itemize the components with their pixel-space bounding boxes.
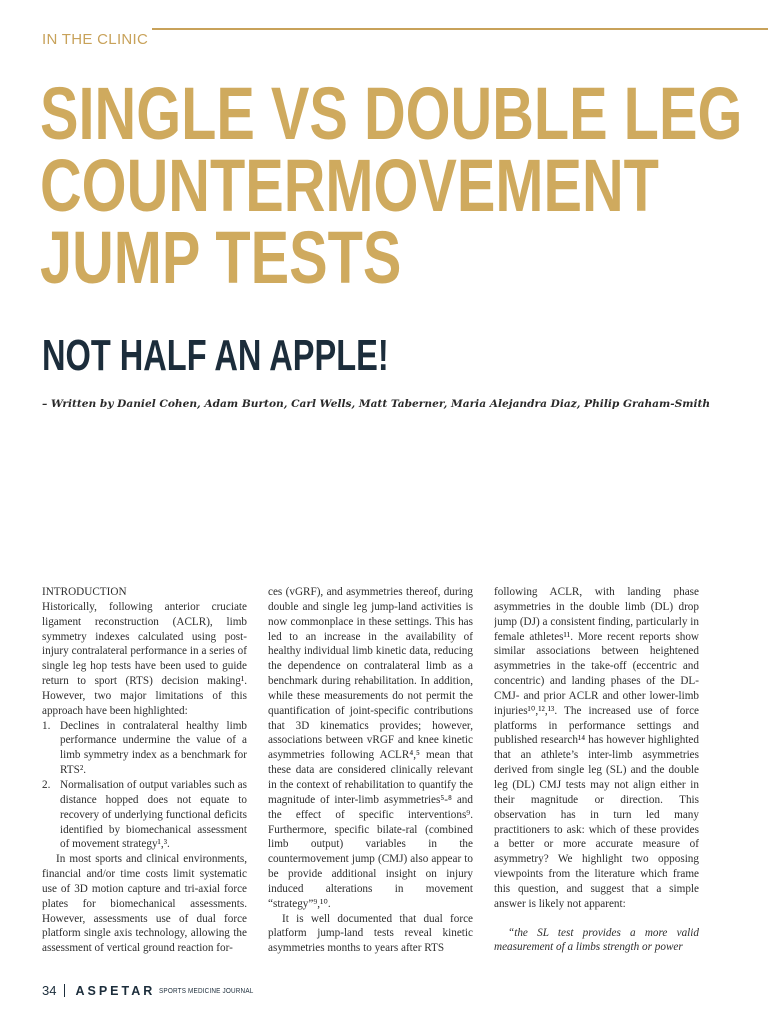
- title-line-3: JUMP TESTS: [40, 216, 402, 299]
- body-columns: [42, 585, 700, 963]
- article-title: [40, 72, 743, 299]
- list-number: 2.: [42, 778, 51, 791]
- paragraph: Historically, following anterior cruciate ligament reconstruction (ACLR), limb symmetry indexes calculated using post-injury contralateral performance in a series of single leg hop tests have been used to guide return to sport (RTS) decision making¹. However, two major limitations of this approach have been highlighted:: [42, 600, 247, 717]
- column-3: [494, 585, 699, 963]
- author-byline: – Written by Daniel Cohen, Adam Burton, Carl Wells, Matt Taberner, Maria Alejandra Diaz, Philip Graham-Smith: [42, 398, 711, 410]
- page-number: 34: [42, 983, 57, 998]
- aspetar-logo: ASPETAR: [75, 983, 156, 998]
- pull-quote: “the SL test provides a more valid measurement of a limbs strength or power: [494, 926, 699, 954]
- paragraph: ces (vGRF), and asymmetries thereof, during double and single leg jump-land activities is now commonplace in these settings. This has led to an increase in the availability of healthy individual limb kinetic data, reducing the dependence on contralateral limb as a benchmark during rehabilitation. In addition, while these measurements do not permit the quantification of joint-specific contributions that 3D kinematics provides; however, associations between vRGF and knee kinetic asymmetries following ACLR⁴,⁵ mean that these data are considered clinically relevant in the context of rehabilitation to quantify the magnitude of inter-limb asymmetries⁵-⁸ and the effect of specific interventions⁹. Furthermore, specific bilate-ral (combined limb output) variables in the countermovement jump (CMJ) also appear to be provide additional insight on injury induced alterations in movement “strategy”⁹,¹⁰.: [268, 586, 473, 910]
- list-item: [42, 719, 247, 778]
- journal-name: SPORTS MEDICINE JOURNAL: [159, 986, 254, 995]
- paragraph: It is well documented that dual force platform jump-land tests reveal kinetic asymmetries months to years after RTS: [268, 912, 473, 955]
- article-subtitle: NOT HALF AN APPLE!: [42, 331, 389, 380]
- numbered-list: [42, 719, 247, 853]
- list-number: 1.: [42, 719, 51, 732]
- paragraph: In most sports and clinical environments, financial and/or time costs limit systematic use of 3D motion capture and tri-axial force plates for biomechanical assessments. However, assessments use of dual force platform single axis technology, allowing the assessment of vertical ground reaction for-: [42, 853, 247, 955]
- list-text: Normalisation of output variables such as distance hopped does not equate to recovery of underlying functional deficits identified by biomechanical assessment of movement strategy¹,³.: [60, 778, 247, 851]
- title-line-1: SINGLE VS DOUBLE LEG: [40, 72, 743, 155]
- list-item: [42, 778, 247, 852]
- column-2: [268, 585, 473, 963]
- paragraph: following ACLR, with landing phase asymmetries in the double limb (DL) drop jump (DJ) a consistent finding, particularly in female athletes¹¹. More recent reports show similar associations between heightened asymmetries in the take-off (eccentric and concentric) and landing phases of the DL- CMJ- and prior ACLR and other lower-limb injuries¹⁰,¹²,¹³. The increased use of force platforms in performance settings and published research¹⁴ has however highlighted that an athlete’s inter-limb asymmetries derived from single leg (SL) and the double leg (DL) CMJ tests may not align either in their magnitude or direction. This observation has in turn led many practitioners to ask: which of these provides a better or more accurate measure of asymmetry? We highlight two opposing viewpoints from the literature which frame this question, and suggest that a simple answer is likely not apparent:: [494, 586, 699, 910]
- title-line-2: COUNTERMOVEMENT: [40, 144, 659, 227]
- page-footer: [42, 983, 270, 998]
- header-rule: [152, 28, 768, 30]
- column-1: [42, 585, 247, 963]
- section-heading: INTRODUCTION: [42, 586, 127, 598]
- footer-divider: [64, 984, 65, 997]
- section-label: IN THE CLINIC: [42, 31, 149, 48]
- list-text: Declines in contralateral healthy limb performance undermine the value of a limb symmetry index as a benchmark for RTS².: [60, 719, 247, 777]
